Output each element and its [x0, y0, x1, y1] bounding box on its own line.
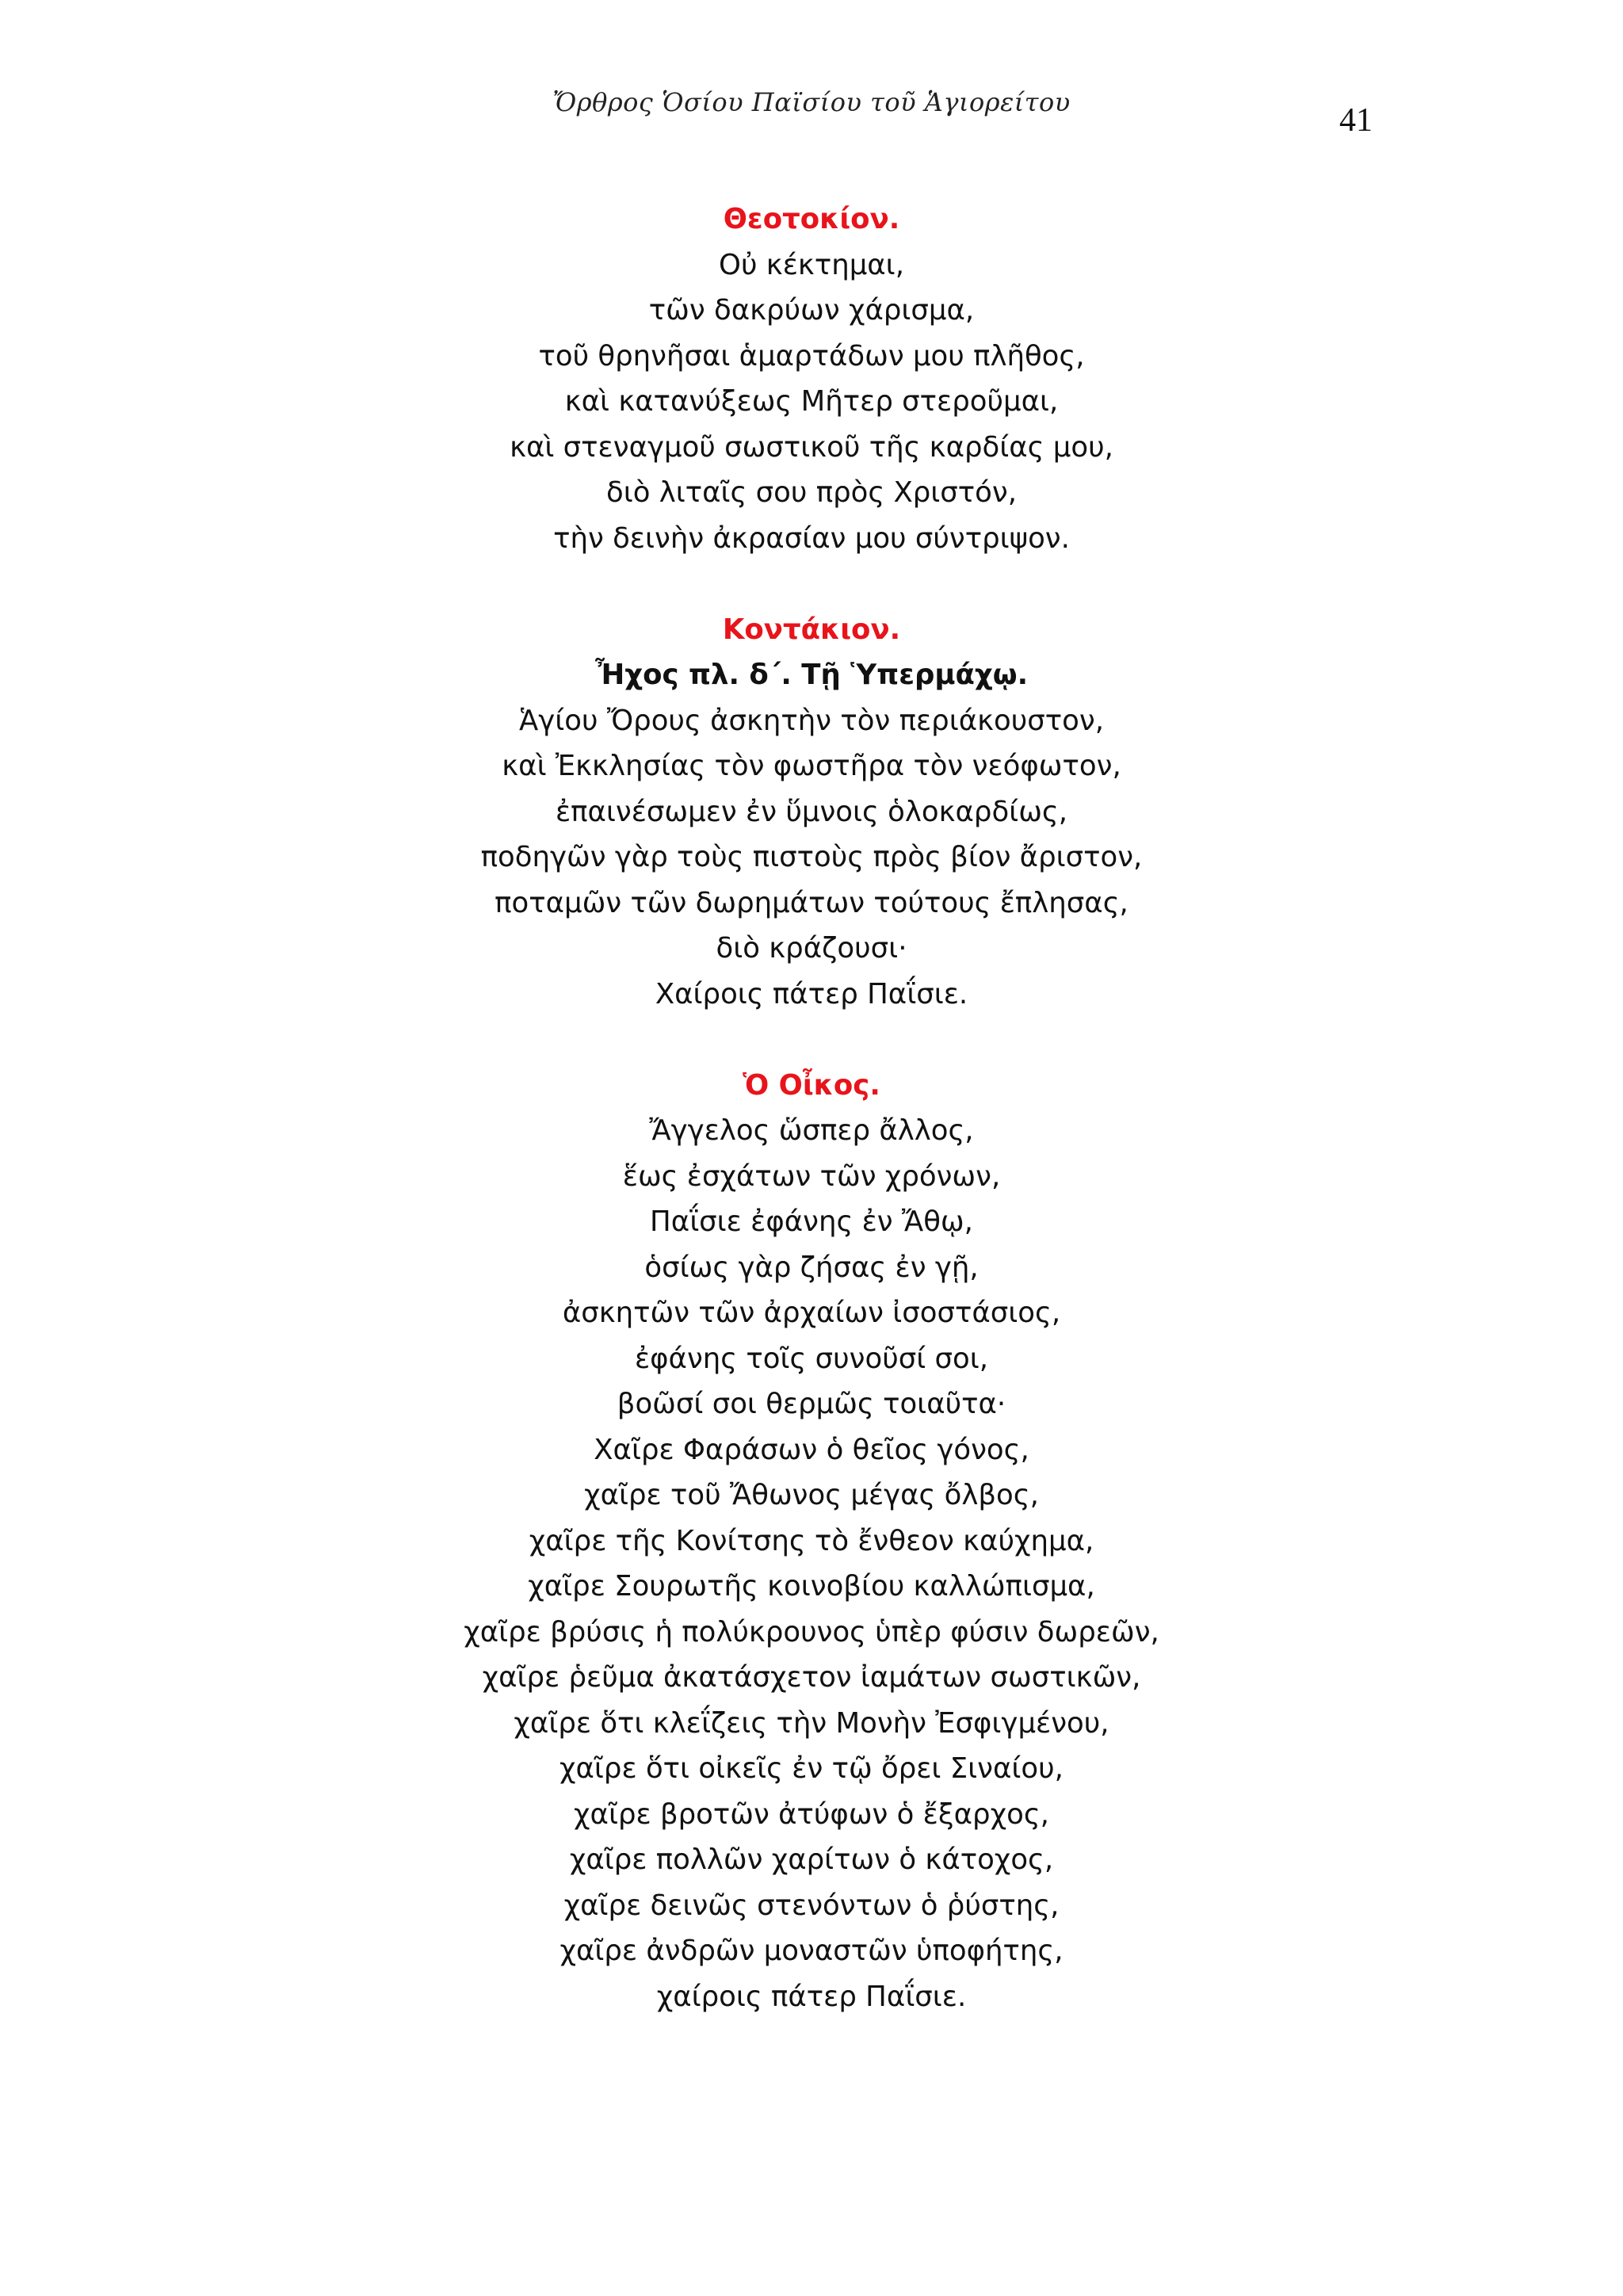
verse-line: χαῖρε ἀνδρῶν μοναστῶν ὑποφήτης, — [559, 1935, 1064, 1967]
verse-line: Ἁγίου Ὄρους ἀσκητὴν τὸν περιάκουστον, — [519, 704, 1104, 737]
verse-line: χαῖρε πολλῶν χαρίτων ὁ κάτοχος, — [569, 1843, 1054, 1876]
tone-indication: Ἦχος πλ. δ΄. Τῇ Ὑπερμάχῳ. — [594, 659, 1029, 691]
verse-line: ὁσίως γὰρ ζήσας ἐν γῇ, — [644, 1251, 979, 1284]
verse-line: Ἄγγελος ὥσπερ ἄλλος, — [649, 1114, 974, 1147]
verse-line: Χαῖρε Φαράσων ὁ θεῖος γόνος, — [594, 1433, 1029, 1466]
verse-line: Παΐσιε ἐφάνης ἐν Ἄθῳ, — [650, 1205, 973, 1238]
verse-line: καὶ στεναγμοῦ σωστικοῦ τῆς καρδίας μου, — [510, 430, 1113, 464]
verse-line: διὸ κράζουσι· — [716, 932, 907, 965]
verse-line: καὶ Ἐκκλησίας τὸν φωστῆρα τὸν νεόφωτον, — [502, 750, 1121, 782]
running-head-title: Ὄρθρος Ὁσίου Παϊσίου τοῦ Ἁγιορείτου — [552, 87, 1071, 117]
verse-line: χαῖρε τοῦ Ἄθωνος μέγας ὄλβος, — [584, 1479, 1039, 1511]
verse-line: ποδηγῶν γὰρ τοὺς πιστοὺς πρὸς βίον ἄριστον, — [480, 841, 1143, 873]
verse-line: τοῦ θρηνῆσαι ἁμαρτάδων μου πλῆθος, — [538, 339, 1085, 372]
section-heading-kontakion: Κοντάκιον. — [722, 613, 901, 646]
verse-line: ποταμῶν τῶν δωρημάτων τούτους ἔπλησας, — [495, 886, 1128, 919]
section-heading-theotokion: Θεοτοκίον. — [723, 203, 900, 235]
verse-line: χαῖρε Σουρωτῆς κοινοβίου καλλώπισμα, — [528, 1570, 1095, 1603]
section-theotokion — [0, 197, 1623, 561]
section-kontakion — [0, 607, 1623, 1018]
page-number: 41 — [1339, 102, 1373, 139]
verse-line: Οὐ κέκτημαι, — [719, 248, 904, 281]
verse-line: χαῖρε ὅτι κλεΐζεις τὴν Μονὴν Ἐσφιγμένου, — [514, 1706, 1109, 1740]
verse-line: τῶν δακρύων χάρισμα, — [648, 294, 975, 327]
verse-line: ἕως ἐσχάτων τῶν χρόνων, — [622, 1159, 1001, 1193]
verse-line: χαῖρε τῆς Κονίτσης τὸ ἔνθεον καύχημα, — [529, 1524, 1094, 1557]
verse-line: ἐφάνης τοῖς συνοῦσί σοι, — [634, 1342, 989, 1375]
verse-line: χαῖρε ὅτι οἰκεῖς ἐν τῷ ὄρει Σιναίου, — [559, 1752, 1064, 1785]
verse-line: διὸ λιταῖς σου πρὸς Χριστόν, — [605, 476, 1018, 509]
verse-line: χαῖρε δεινῶς στενόντων ὁ ῥύστης, — [563, 1889, 1060, 1922]
verse-line: ἐπαινέσωμεν ἐν ὕμνοις ὁλοκαρδίως, — [555, 795, 1068, 828]
verse-line: χαῖρε βρύσις ἡ πολύκρουνος ὑπὲρ φύσιν δωρεῶν, — [464, 1615, 1159, 1648]
verse-line: ἀσκητῶν τῶν ἀρχαίων ἰσοστάσιος, — [562, 1297, 1061, 1329]
section-heading-oikos: Ὁ Οἶκος. — [743, 1068, 880, 1102]
verse-line: Χαίροις πάτερ Παΐσιε. — [655, 977, 968, 1010]
verse-line: χαίροις πάτερ Παΐσιε. — [656, 1980, 967, 2013]
verse-line: καὶ κατανύξεως Μῆτερ στεροῦμαι, — [564, 385, 1059, 418]
page-body — [0, 197, 1623, 2019]
verse-line: τὴν δεινὴν ἀκρασίαν μου σύντριψον. — [553, 521, 1070, 555]
verse-line: χαῖρε βροτῶν ἀτύφων ὁ ἔξαρχος, — [574, 1797, 1049, 1831]
verse-line: χαῖρε ῥεῦμα ἀκατάσχετον ἰαμάτων σωστικῶν, — [482, 1661, 1141, 1694]
verse-line: βοῶσί σοι θερμῶς τοιαῦτα· — [617, 1388, 1006, 1420]
section-oikos — [0, 1063, 1623, 2020]
